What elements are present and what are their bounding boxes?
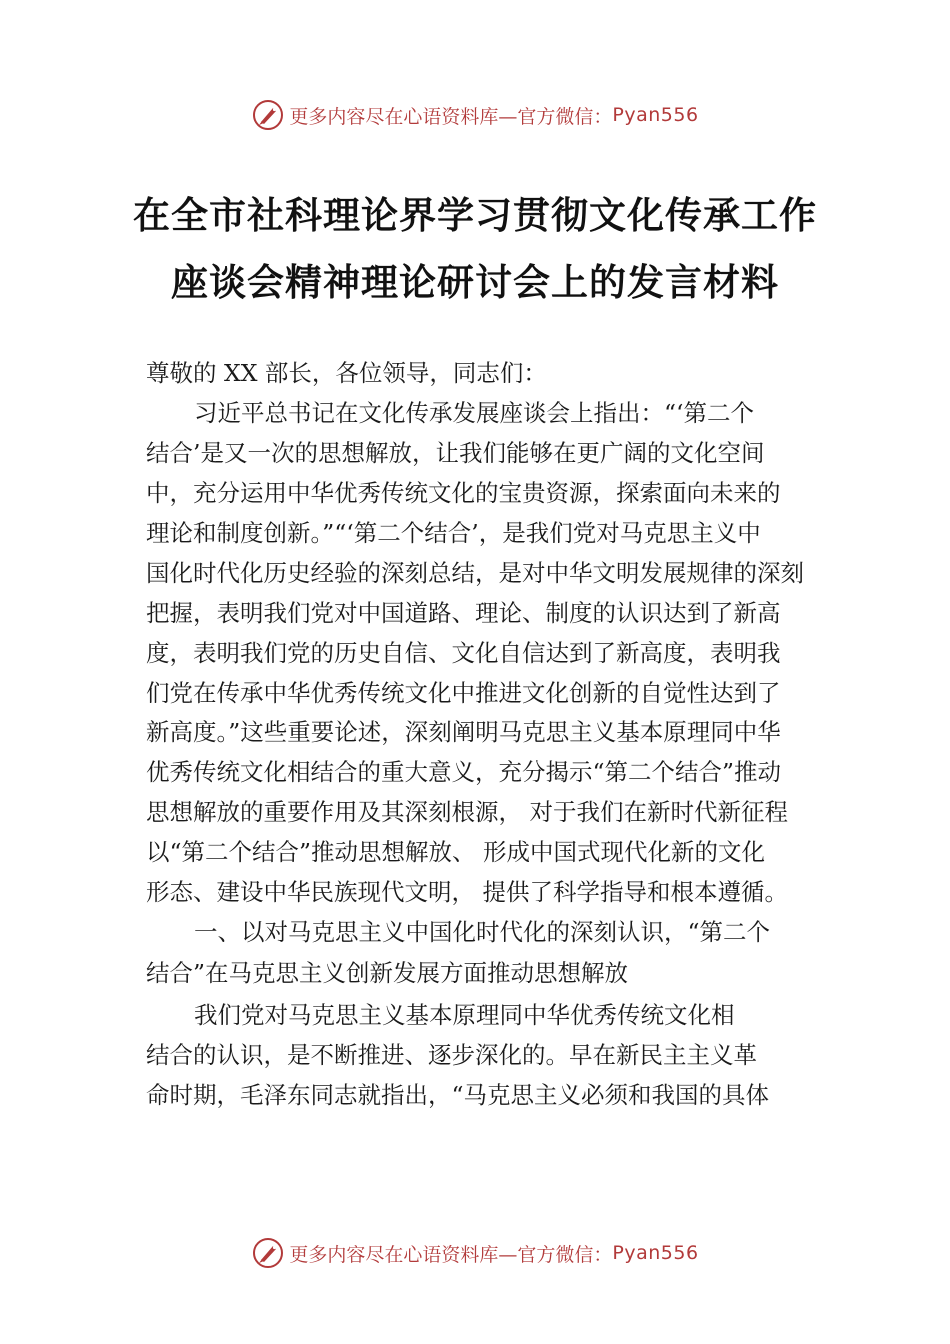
body-line: 优秀传统文化相结合的重大意义，充分揭示“第二个结合”推动 <box>146 758 782 786</box>
body-line: 以“第二个结合”推动思想解放、 形成中国式现代化新的文化 <box>146 838 765 866</box>
banner-wechat-id: Pyan556 <box>612 104 699 126</box>
section-heading-line: 一、以对马克思主义中国化时代化的深刻认识，“第二个 <box>194 918 771 946</box>
body-line: 理论和制度创新。”“‘第二个结合’，是我们党对马克思主义中 <box>146 519 761 547</box>
body-line: 我们党对马克思主义基本原理同中华优秀传统文化相 <box>194 1001 735 1029</box>
header-banner <box>0 95 950 135</box>
body-line: 把握，表明我们党对中国道路、理论、制度的认识达到了新高 <box>146 599 781 627</box>
footer-banner <box>0 1233 950 1273</box>
body-line: 国化时代化历史经验的深刻总结，是对中华文明发展规律的深刻 <box>146 559 804 587</box>
body-line: 新高度。”这些重要论述，深刻阐明马克思主义基本原理同中华 <box>146 718 781 746</box>
banner-text: 更多内容尽在心语资料库—官方微信： <box>289 1243 613 1266</box>
body-line: 结合的认识，是不断推进、逐步深化的。早在新民主主义革 <box>146 1041 757 1069</box>
body-line: 思想解放的重要作用及其深刻根源， 对于我们在新时代新征程 <box>146 798 788 826</box>
pen-nib-logo-icon <box>251 98 285 132</box>
pen-nib-logo-icon <box>251 1236 285 1270</box>
body-line: 中，充分运用中华优秀传统文化的宝贵资源，探索面向未来的 <box>146 479 781 507</box>
body-line: 形态、建设中华民族现代文明， 提供了科学指导和根本遵循。 <box>146 878 788 906</box>
document-title-line-1: 在全市社科理论界学习贯彻文化传承工作 <box>133 193 817 237</box>
banner-wechat-id: Pyan556 <box>612 1242 699 1264</box>
body-line: 命时期，毛泽东同志就指出，“马克思主义必须和我国的具体 <box>146 1081 770 1109</box>
body-line: 度，表明我们党的历史自信、文化自信达到了新高度，表明我 <box>146 639 781 667</box>
section-heading-line: 结合”在马克思主义创新发展方面推动思想解放 <box>146 959 629 987</box>
salutation-line: 尊敬的 XX 部长，各位领导，同志们： <box>146 359 547 387</box>
body-line: 结合’是又一次的思想解放，让我们能够在更广阔的文化空间 <box>146 439 765 467</box>
body-line: 习近平总书记在文化传承发展座谈会上指出：“‘第二个 <box>194 399 754 427</box>
banner-text: 更多内容尽在心语资料库—官方微信： <box>289 105 613 128</box>
document-title-line-2: 座谈会精神理论研讨会上的发言材料 <box>171 260 779 304</box>
body-line: 们党在传承中华优秀传统文化中推进文化创新的自觉性达到了 <box>146 679 781 707</box>
